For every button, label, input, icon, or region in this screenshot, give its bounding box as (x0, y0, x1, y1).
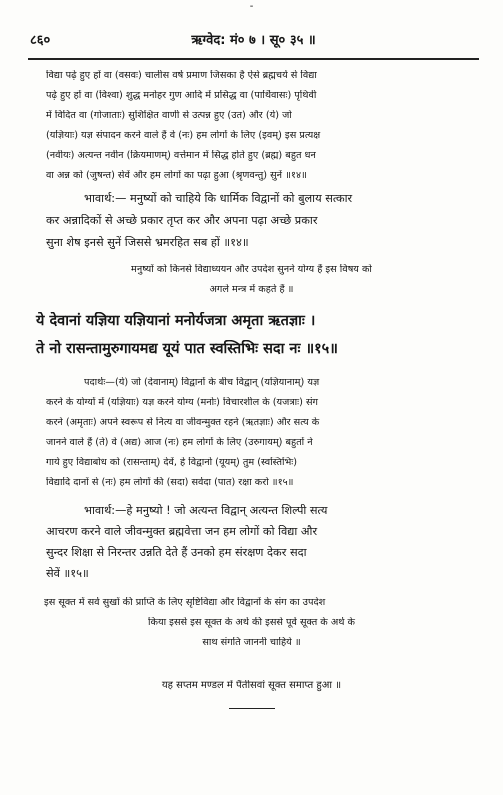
mantra-line: ते नो रासन्तामुरुगायमद्य यूयं पात स्वस्तिभिः सदा नः ॥१५॥ (36, 341, 338, 357)
mantra-line: ये देवानां यज्ञिया यज्ञियानां मनोर्यजत्रा अमृता ऋतज्ञाः । (36, 313, 316, 329)
bhavartha-line: आचरण करने वाले जीवन्मुक्त ब्रह्मवेत्ता जन हम लोगों को विद्या और (46, 525, 318, 538)
padartha-line: जानने वाले हैं (ते) वे (अद्य) आज (नः) हम लोगों के लिए (उरुगायम्) बहुतों ने (46, 437, 313, 448)
bhavartha-line: सुना शेष इनसे सुनें जिससे भ्रमरहित सब हों ॥१४॥ (46, 236, 249, 249)
text-line: में विदित वा (गोजाताः) सुशिक्षित वाणी से उत्पन्न हुए (उत) और (ये) जो (46, 110, 292, 121)
bhavartha-line: भावार्थ:— मनुष्यों को चाहिये कि धार्मिक विद्वानों को बुलाय सत्कार (84, 192, 353, 205)
top-mark: - (249, 1, 254, 12)
bhavartha-line: सुन्दर शिक्षा से निरन्तर उन्नति देते हैं उनको हम संरक्षण देकर सदा (46, 546, 307, 559)
bhavartha-line: कर अन्नादिकों से अच्छे प्रकार तृप्त कर और अपना पढ़ा अच्छे प्रकार (46, 214, 318, 227)
summary-line: साथ संगति जाननी चाहिये ॥ (202, 637, 301, 648)
page-header (30, 33, 477, 49)
padartha-line: विद्यादि दानों से (नः) हम लोगों की (सदा) सर्वदा (पात) रक्षा करो ॥१५॥ (46, 477, 294, 488)
page-number: ८६० (30, 33, 51, 48)
running-title: ऋग्वेद: मं० ७ । सू० ३५ ॥ (191, 33, 316, 48)
mantra-intro-line: अगले मन्त्र में कहते हैं ॥ (209, 284, 294, 295)
text-line: (यज्ञियाः) यज्ञ संपादन करने वाले हैं वे (नः) हम लोगों के लिए (इवम्) इस प्रत्यक्ष (46, 130, 321, 141)
text-line: विद्या पढ़े हुए हों वा (वसवः) चालीस वर्ष प्रमाण जिसका है ऐसे ब्रह्मचर्य से विद्या (46, 70, 317, 81)
padartha-line: गाये हुए विद्याबोध को (रासन्ताम्) देवें, हे विद्वानो (यूयम्) तुम (स्वस्तिभिः) (46, 457, 298, 468)
header-rule (28, 58, 479, 60)
text-line: (नवीयः) अत्यन्त नवीन (क्रियमाणम्) वर्त्तमान में सिद्ध होते हुए (ब्रह्म) बहुत धन (46, 150, 316, 161)
text-line: पढ़े हुए हों वा (विश्वा) शुद्ध मनोहर गुण आदि में प्रसिद्ध वा (पार्थिवासः) पृथिवी (46, 90, 317, 101)
padartha-line: करने (अमृताः) अपने स्वरूप से नित्य वा जीवन्मुक्त रहने (ऋतज्ञाः) और सत्य के (46, 417, 320, 428)
bhavartha-line: सेवें ॥१५॥ (46, 567, 89, 580)
summary-line: इस सूक्त में सर्व सुखों की प्राप्ति के लिए सृष्टिविद्या और विद्वानों के संग का उपदेश (44, 597, 326, 608)
padartha-line: पदार्थः—(ये) जो (देवानाम्) विद्वानों के बीच विद्वान् (यज्ञियानाम्) यज्ञ (84, 377, 320, 388)
padartha-line: करने के योग्यों में (यज्ञियाः) यज्ञ करने योग्य (मनोः) विचारशील के (यजत्राः) संग (46, 397, 318, 408)
end-rule (229, 708, 275, 709)
sukta-closing: यह सप्तम मण्डल में पैंतीसवां सूक्त समाप्त हुआ ॥ (161, 680, 342, 691)
text-line: वा अन्न को (जुषन्त) सेवें और हम लोगों का पढ़ा हुआ (श्रृणवन्तु) सुनें ॥१४॥ (46, 170, 307, 181)
bhavartha-line: भावार्थ:—हे मनुष्यो ! जो अत्यन्त विद्वान् अत्यन्त शिल्पी सत्य (84, 504, 328, 517)
summary-line: किया इससे इस सूक्त के अर्थ की इससे पूर्व सूक्त के अर्थ के (148, 617, 355, 628)
mantra-intro-line: मनुष्यों को किनसे विद्याध्ययन और उपदेश सुनने योग्य हैं इस विषय को (131, 264, 372, 275)
